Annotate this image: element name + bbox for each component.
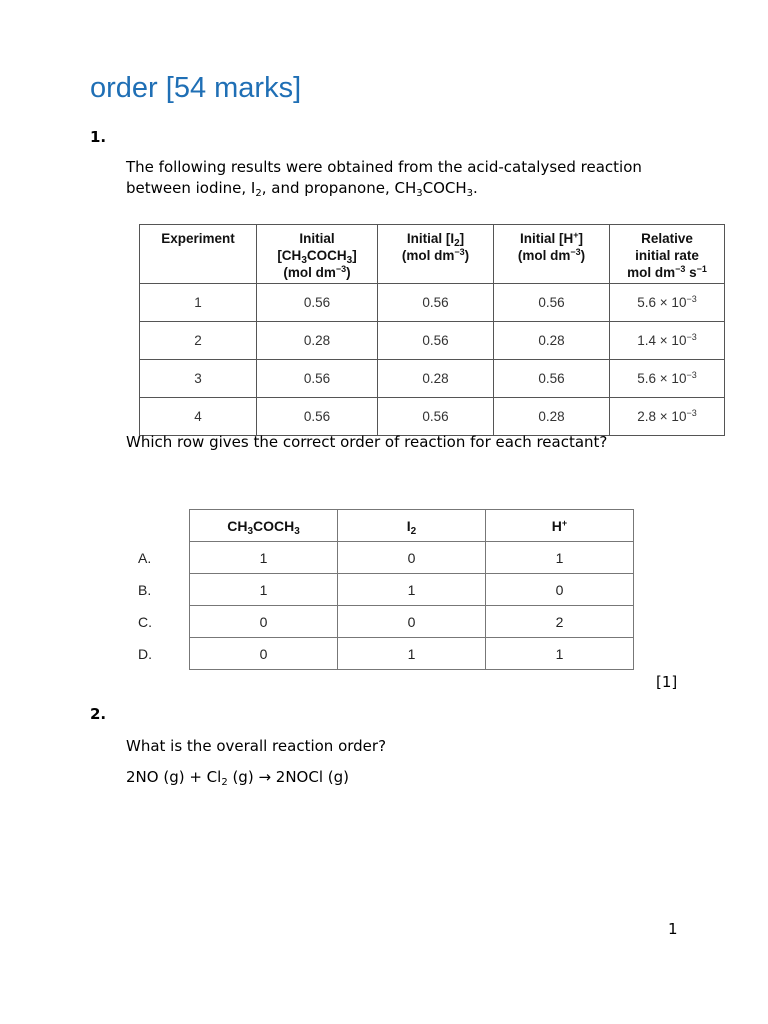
table-row [140, 322, 725, 360]
rate-table-header-row [140, 225, 725, 284]
rate-data-table [139, 224, 725, 436]
header-h-post: ] [578, 231, 583, 246]
option-iodine-order: 0 [338, 606, 486, 638]
question-1-intro [126, 157, 642, 199]
option-propanone-order: 0 [190, 638, 338, 670]
options-header-row [128, 510, 634, 542]
cell-rate [610, 360, 725, 398]
header-propanone-unit: (mol dm [283, 265, 336, 280]
rate-base: 5.6 × 10 [637, 371, 687, 386]
header-rate-unit: mol dm [627, 265, 676, 280]
options-header-iodine [338, 510, 486, 542]
option-row-a [128, 542, 634, 574]
cell-hydrogen-ion: 0.28 [494, 398, 610, 436]
equation-post: (g) → 2NOCl (g) [227, 768, 349, 786]
option-label: D. [138, 645, 152, 662]
option-hydrogen-ion-order: 2 [486, 606, 634, 638]
cell-rate [610, 284, 725, 322]
question-1-prompt: Which row gives the correct order of reaction for each reactant? [126, 433, 608, 451]
option-hydrogen-ion-order: 1 [486, 542, 634, 574]
rate-base: 1.4 × 10 [637, 333, 687, 348]
header-propanone-post: ] [352, 248, 357, 263]
equation-sub: 2 [221, 777, 228, 788]
rate-exponent: −3 [686, 294, 697, 304]
header-propanone-pre: [CH [277, 248, 302, 263]
page-title: order [54 marks] [90, 72, 302, 104]
header-rate-unit-mid: s [685, 265, 697, 280]
cell-rate [610, 398, 725, 436]
rate-base: 5.6 × 10 [637, 295, 687, 310]
opt-h2-pre: I [406, 517, 411, 534]
header-rate-unit-sup2: −1 [696, 264, 707, 274]
cell-experiment: 4 [140, 398, 257, 436]
cell-propanone: 0.56 [257, 360, 378, 398]
cell-propanone: 0.56 [257, 284, 378, 322]
intro-mid: , and propanone, CH [261, 179, 417, 197]
option-iodine-order: 1 [338, 638, 486, 670]
header-h-pre: Initial [H [519, 231, 574, 246]
cell-propanone: 0.28 [257, 322, 378, 360]
table-row [140, 398, 725, 436]
intro-sub-2: 3 [416, 188, 423, 199]
cell-hydrogen-ion: 0.56 [494, 360, 610, 398]
header-rate-line2: initial rate [635, 248, 699, 263]
option-label: A. [138, 549, 152, 566]
page-number: 1 [668, 920, 678, 938]
option-label: C. [138, 613, 152, 630]
opt-h2-sub: 2 [410, 525, 417, 537]
intro-mid-2: COCH [422, 179, 467, 197]
header-h-sup: + [573, 230, 579, 240]
cell-rate [610, 322, 725, 360]
table-row [140, 360, 725, 398]
header-h-unit: (mol dm [517, 248, 571, 263]
cell-hydrogen-ion: 0.56 [494, 284, 610, 322]
header-propanone-sub1: 3 [301, 255, 307, 266]
question-2-prompt: What is the overall reaction order? [126, 737, 387, 755]
opt-h1-mid: COCH [253, 517, 295, 534]
rate-base: 2.8 × 10 [637, 409, 687, 424]
question-1-number: 1. [90, 128, 107, 146]
cell-propanone: 0.56 [257, 398, 378, 436]
header-propanone-line1: Initial [299, 231, 335, 246]
header-iodine-sub: 2 [454, 238, 460, 249]
options-header-hydrogen-ion [486, 510, 634, 542]
header-iodine-unit-sup: −3 [454, 247, 465, 257]
header-experiment: Experiment [140, 225, 257, 284]
header-propanone-mid: COCH [306, 248, 347, 263]
option-row-b [128, 574, 634, 606]
cell-hydrogen-ion: 0.28 [494, 322, 610, 360]
cell-iodine: 0.28 [378, 360, 494, 398]
header-propanone-sub2: 3 [346, 255, 353, 266]
opt-h1-sub1: 3 [247, 525, 253, 537]
opt-h3-pre: H [551, 517, 562, 534]
header-rate-line1: Relative [641, 231, 693, 246]
header-iodine [378, 225, 494, 284]
option-label: B. [138, 581, 152, 598]
intro-line-2-pre: between iodine, I [126, 179, 256, 197]
option-iodine-order: 1 [338, 574, 486, 606]
cell-iodine: 0.56 [378, 322, 494, 360]
header-iodine-post: ] [459, 231, 465, 246]
cell-iodine: 0.56 [378, 284, 494, 322]
header-rate-unit-sup1: −3 [675, 264, 686, 274]
options-header-blank [128, 510, 190, 542]
option-row-d [128, 638, 634, 670]
intro-sub-1: 2 [255, 188, 262, 199]
rate-exponent: −3 [686, 370, 697, 380]
header-h-unit-sup: −3 [570, 247, 581, 257]
option-row-c [128, 606, 634, 638]
question-1-marks: [1] [656, 673, 678, 691]
opt-h3-sup: + [561, 517, 568, 528]
opt-h1-pre: CH [227, 517, 248, 534]
header-h-unit-post: ) [580, 248, 586, 263]
cell-iodine: 0.56 [378, 398, 494, 436]
opt-h1-sub2: 3 [294, 525, 300, 537]
rate-exponent: −3 [686, 408, 697, 418]
option-hydrogen-ion-order: 0 [486, 574, 634, 606]
rate-exponent: −3 [686, 332, 697, 342]
cell-experiment: 1 [140, 284, 257, 322]
header-relative-rate [610, 225, 725, 284]
intro-end: . [473, 179, 478, 197]
equation-pre: 2NO (g) + Cl [126, 768, 222, 786]
option-hydrogen-ion-order: 1 [486, 638, 634, 670]
header-iodine-unit: (mol dm [401, 248, 455, 263]
option-propanone-order: 1 [190, 574, 338, 606]
header-propanone-unit-sup: −3 [335, 264, 347, 274]
cell-experiment: 2 [140, 322, 257, 360]
question-2-number: 2. [90, 705, 107, 723]
option-propanone-order: 0 [190, 606, 338, 638]
option-iodine-order: 0 [338, 542, 486, 574]
option-propanone-order: 1 [190, 542, 338, 574]
header-iodine-unit-post: ) [464, 248, 470, 263]
table-row [140, 284, 725, 322]
header-iodine-pre: Initial [I [406, 231, 455, 246]
header-propanone [257, 225, 378, 284]
header-propanone-unit-post: ) [346, 265, 351, 280]
question-2-equation [126, 767, 349, 788]
intro-line-1: The following results were obtained from the acid-catalysed reaction [126, 158, 642, 176]
answer-options-table [128, 509, 634, 670]
intro-sub-3: 3 [466, 188, 474, 199]
options-header-propanone [190, 510, 338, 542]
header-hydrogen-ion [494, 225, 610, 284]
cell-experiment: 3 [140, 360, 257, 398]
